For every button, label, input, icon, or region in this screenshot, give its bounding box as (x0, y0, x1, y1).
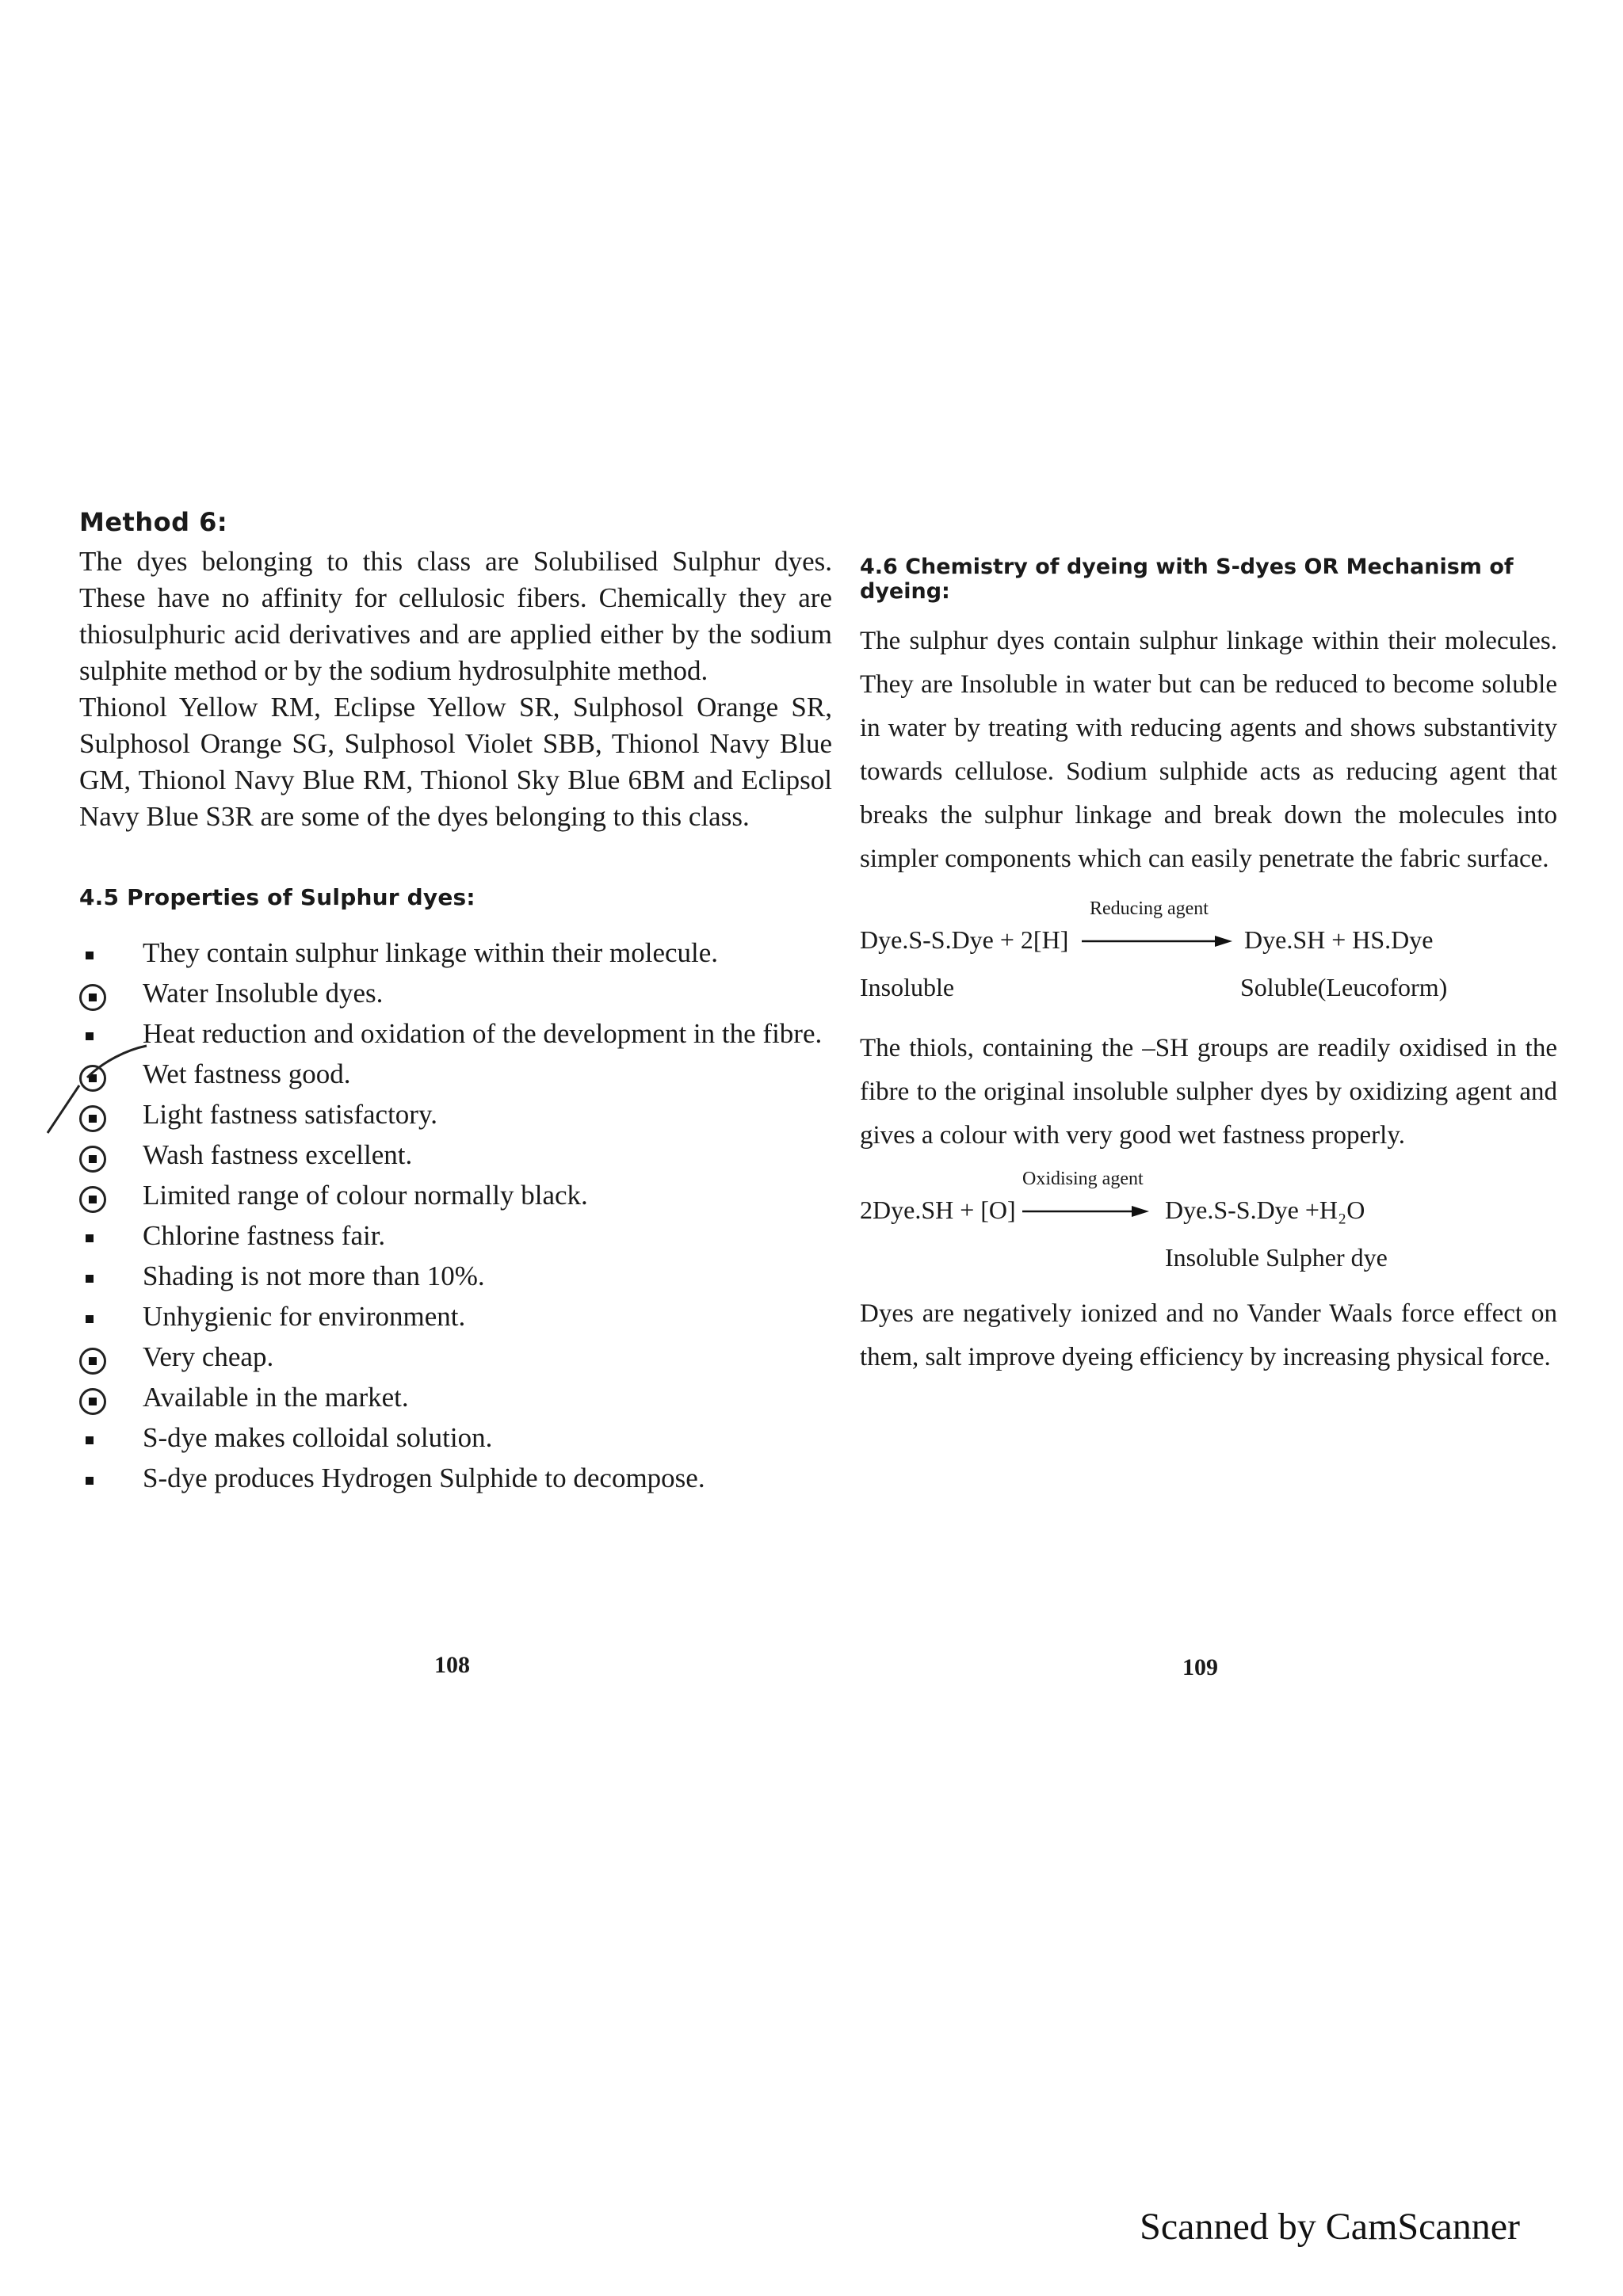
list-item (79, 1215, 832, 1256)
examples-paragraph: Thionol Yellow RM, Eclipse Yellow SR, Sulphosol Orange SR, Sulphosol Orange SG, Sulphosol Violet SBB, Thionol Navy Blue GM, Thionol Navy Blue RM, Thionol Sky Blue 6BM and Eclipsol Navy Blue S3R are some of the dyes belonging to this class. (79, 692, 832, 832)
list-item (79, 1377, 832, 1417)
property-text: Heat reduction and oxidation of the development in the fibre. (143, 1018, 823, 1049)
list-item (79, 1256, 832, 1296)
property-text: Very cheap. (143, 1341, 274, 1372)
method-heading: Method 6: (79, 507, 228, 537)
property-text: Light fastness satisfactory. (143, 1099, 437, 1130)
properties-list (79, 933, 832, 1498)
circled-bullet-icon (79, 984, 106, 1011)
property-text: S-dye produces Hydrogen Sulphide to decompose. (143, 1463, 705, 1493)
circled-bullet-icon (79, 1388, 106, 1415)
left-page-number: 108 (434, 1652, 470, 1678)
property-text: Wet fastness good. (143, 1058, 351, 1089)
oxidation-reaction (860, 1169, 1557, 1292)
bullet-icon (86, 1436, 94, 1444)
left-page-content (79, 507, 832, 1498)
property-text: They contain sulphur linkage within their molecule. (143, 937, 719, 968)
reaction-1-soluble-label: Soluble(Leucoform) (1240, 973, 1448, 1001)
reaction-2-reactants: 2Dye.SH + [O] (860, 1196, 1016, 1224)
mechanism-paragraph-2: The thiols, containing the –SH groups are readily oxidised in the fibre to the original insoluble sulpher dyes by oxidizing agent and gives a colour with very good wet fastness properly. (860, 1034, 1557, 1150)
property-text: S-dye makes colloidal solution. (143, 1422, 493, 1453)
reaction-1-products: Dye.SH + HS.Dye (1244, 925, 1434, 954)
reaction-arrow-icon (1082, 933, 1232, 949)
circled-bullet-icon (79, 1186, 106, 1213)
bullet-icon (86, 1477, 94, 1485)
oxidising-agent-label: Oxidising agent (1022, 1169, 1144, 1189)
camscanner-watermark: Scanned by CamScanner (1140, 2206, 1520, 2248)
list-item (79, 973, 832, 1013)
reaction-arrow-icon (1022, 1203, 1149, 1219)
bullet-icon (86, 1315, 94, 1323)
bullet-icon (86, 952, 94, 959)
property-text: Shading is not more than 10%. (143, 1261, 485, 1291)
property-text: Limited range of colour normally black. (143, 1180, 588, 1211)
circled-bullet-icon (79, 1348, 106, 1375)
intro-paragraph: The dyes belonging to this class are Solubilised Sulphur dyes. These have no affinity for cellulosic fibers. Chemically they are thiosulphuric acid derivatives and are applied either by the sodium sulphite method or by the sodium hydrosulphite method. (79, 546, 832, 686)
reaction-1-insoluble-label: Insoluble (860, 973, 955, 1001)
list-item (79, 933, 832, 973)
pen-annotation-icon (32, 1030, 158, 1141)
property-text: Wash fastness excellent. (143, 1139, 413, 1170)
reaction-2-products: Dye.S-S.Dye +H₂O (1165, 1196, 1365, 1224)
property-text: Water Insoluble dyes. (143, 978, 384, 1009)
list-item (79, 1458, 832, 1498)
list-item (79, 1094, 832, 1135)
property-text: Unhygienic for environment. (143, 1301, 466, 1332)
list-item (79, 1296, 832, 1337)
property-text: Chlorine fastness fair. (143, 1220, 386, 1251)
reduction-reaction (860, 898, 1557, 1022)
reducing-agent-label: Reducing agent (1090, 898, 1209, 919)
reaction-2-product-label: Insoluble Sulpher dye (1165, 1243, 1388, 1272)
list-item (79, 1175, 832, 1215)
property-text: Available in the market. (143, 1382, 409, 1413)
bullet-icon (86, 1275, 94, 1283)
mechanism-heading: 4.6 Chemistry of dyeing with S-dyes OR Mechanism of dyeing: (860, 555, 1514, 604)
list-item (79, 1054, 832, 1094)
list-item (79, 1135, 832, 1175)
right-page-content (860, 555, 1557, 1379)
list-item (79, 1417, 832, 1458)
bullet-icon (86, 1234, 94, 1242)
list-item (79, 1013, 832, 1054)
mechanism-paragraph-1: The sulphur dyes contain sulphur linkage within their molecules. They are Insoluble in water but can be reduced to become soluble in water by treating with reducing agents and shows substantivity towards cellulose. Sodium sulphide acts as reducing agent that breaks the sulphur linkage and break down the molecules into simpler components which can easily penetrate the fabric surface. (860, 627, 1557, 873)
reaction-1-reactants: Dye.S-S.Dye + 2[H] (860, 925, 1069, 954)
circled-bullet-icon (79, 1146, 106, 1173)
properties-heading: 4.5 Properties of Sulphur dyes: (79, 884, 475, 910)
right-page-number: 109 (1182, 1654, 1218, 1680)
list-item (79, 1337, 832, 1377)
mechanism-paragraph-3: Dyes are negatively ionized and no Vander Waals force effect on them, salt improve dyeing efficiency by increasing physical force. (860, 1299, 1557, 1371)
